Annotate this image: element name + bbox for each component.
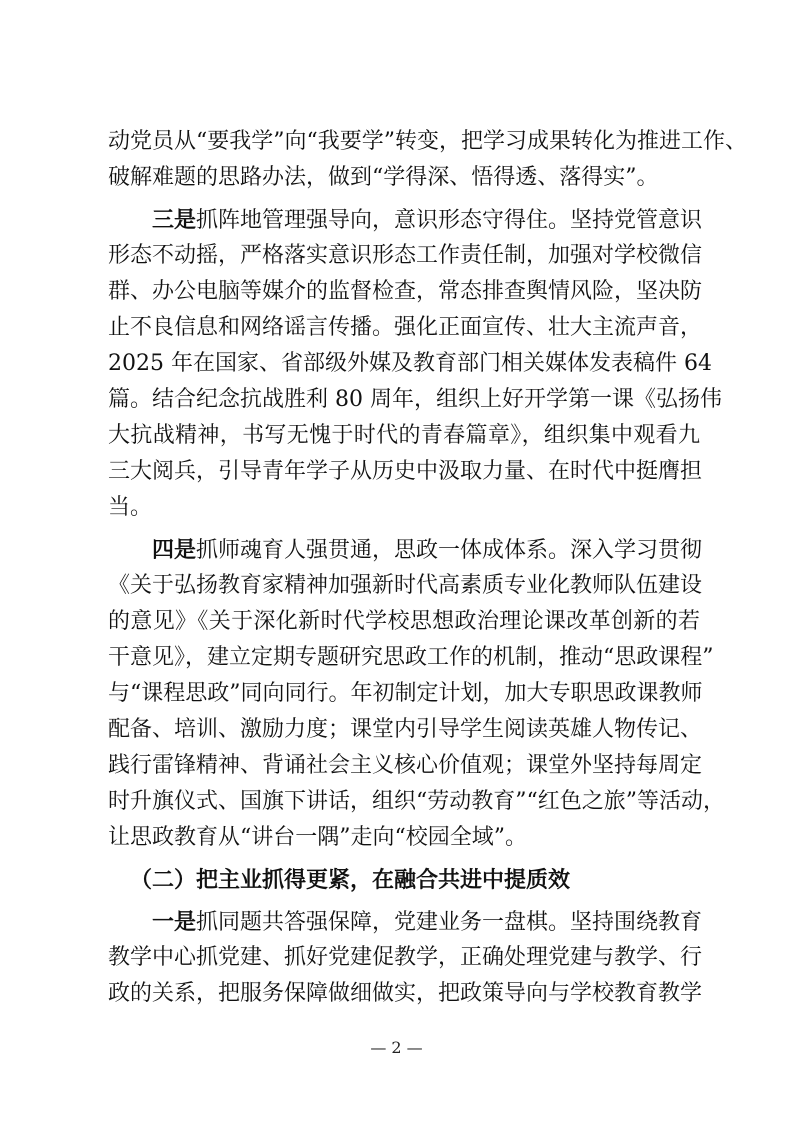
text-line: 与“课程思政”同向同行。年初制定计划，加大专职思政课教师 [108, 681, 703, 706]
paragraph-lead: 三是 [152, 207, 197, 233]
text-line: 干意见》，建立定期专题研究思政工作的机制，推动“思政课程” [108, 645, 714, 670]
text-line: 当。 [108, 495, 153, 520]
text-line: 破解难题的思路办法，做到“学得深、悟得透、落得实”。 [108, 165, 659, 190]
text-line: 篇。结合纪念抗战胜利 80 周年，组织上好开学第一课《弘扬伟 [108, 387, 722, 412]
text-line: 践行雷锋精神、背诵社会主义核心价值观；课堂外坚持每周定 [108, 753, 703, 778]
text-line: 2025 年在国家、省部级外媒及教育部门相关媒体发表稿件 64 [108, 351, 712, 376]
text-line: 动党员从“要我学”向“我要学”转变，把学习成果转化为推进工作、 [108, 129, 747, 154]
page-number: — 2 — [370, 1038, 423, 1057]
text-line: 三大阅兵，引导青年学子从历史中汲取力量、在时代中挺膺担 [108, 459, 703, 484]
text-line: 时升旗仪式、国旗下讲话，组织“劳动教育”“红色之旅”等活动， [108, 789, 725, 814]
text-line: 群、办公电脑等媒介的监督检查，常态排查舆情风险，坚决防 [108, 279, 703, 304]
paragraph-first-line [152, 532, 703, 568]
paragraph-first-line [152, 202, 703, 238]
paragraph-first-line [152, 904, 703, 940]
paragraph-lead: 一是 [152, 909, 197, 935]
text-line: 配备、培训、激励力度；课堂内引导学生阅读英雄人物传记、 [108, 717, 703, 742]
text-span: 抓师魂育人强贯通，思政一体成体系。深入学习贯彻 [196, 538, 703, 563]
text-line: 止不良信息和网络谣言传播。强化正面宣传、壮大主流声音， [108, 315, 703, 340]
paragraph-lead: 四是 [152, 537, 197, 563]
text-span: 抓阵地管理强导向，意识形态守得住。坚持党管意识 [196, 208, 703, 233]
text-line: 《关于弘扬教育家精神加强新时代高素质专业化教师队伍建设 [108, 573, 703, 598]
text-span: 抓同题共答强保障，党建业务一盘棋。坚持围绕教育 [196, 910, 703, 935]
text-line: 的意见》《关于深化新时代学校思想政治理论课改革创新的若 [108, 609, 700, 634]
text-line: 政的关系，把服务保障做细做实，把政策导向与学校教育教学 [108, 981, 703, 1006]
text-line: 教学中心抓党建、抓好党建促教学，正确处理党建与教学、行 [108, 945, 703, 970]
section-heading: （二）把主业抓得更紧，在融合共进中提质效 [130, 867, 571, 893]
text-line: 形态不动摇，严格落实意识形态工作责任制，加强对学校微信 [108, 243, 703, 268]
text-line: 让思政教育从“讲台一隅”走向“校园全域”。 [108, 825, 527, 850]
text-line: 大抗战精神，书写无愧于时代的青春篇章》，组织集中观看九 [108, 423, 700, 448]
